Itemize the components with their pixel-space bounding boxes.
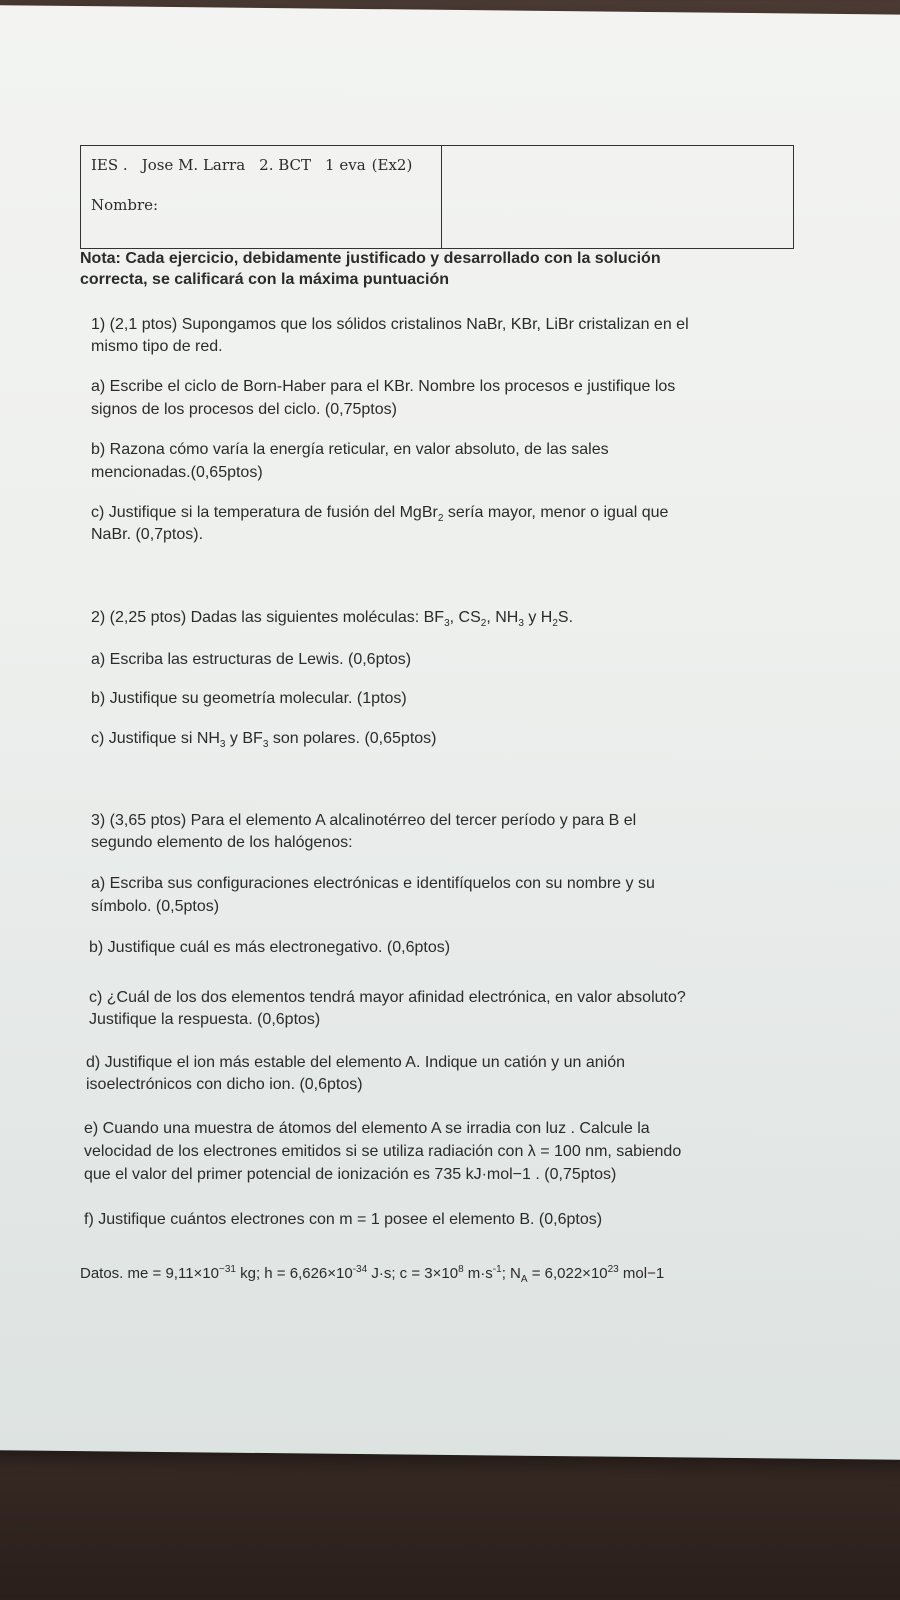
datos-sup-2: -34 xyxy=(352,1264,368,1275)
q2c-text-mid: y BF xyxy=(225,730,263,747)
q3c-line-2: Justifique la respuesta. (0,6ptos) xyxy=(89,1011,321,1028)
header-table xyxy=(80,145,794,249)
molecule-bf3-sub: 3 xyxy=(444,618,450,630)
q1a-line-1: a) Escribe el ciclo de Born-Haber para el KBr. Nombre los procesos e justifique los xyxy=(91,378,676,395)
q2c-text: c) Justifique si NH xyxy=(91,730,220,747)
q2c-text-end: son polares. (0,65ptos) xyxy=(268,730,437,747)
q1a-line-2: signos de los procesos del ciclo. (0,75ptos) xyxy=(91,401,397,418)
q1c-text-end: sería mayor, menor o igual que xyxy=(443,504,669,521)
q3e-line-1: e) Cuando una muestra de átomos del elemento A se irradia con luz . Calcule la xyxy=(84,1120,650,1137)
q2c-sub-2: 3 xyxy=(262,739,269,751)
molecule-bf3: BF xyxy=(423,609,445,626)
datos-text-5: ; N xyxy=(501,1265,521,1282)
note-line-2: correcta, se calificará con la máxima puntuación xyxy=(80,271,450,288)
q1c-text: c) Justifique si la temperatura de fusión del MgBr xyxy=(91,504,438,521)
q3c-line-1: c) ¿Cuál de los dos elementos tendrá mayor afinidad electrónica, en valor absoluto? xyxy=(89,989,686,1006)
q3d-line-1: d) Justifique el ion más estable del elemento A. Indique un catión y un anión xyxy=(86,1054,626,1071)
molecule-nh3: , NH xyxy=(486,609,519,626)
molecule-cs2: , CS xyxy=(449,609,481,626)
datos-sub-5: A xyxy=(520,1274,528,1285)
datos-text-1: Datos. me = 9,11×10 xyxy=(80,1265,219,1282)
q2b: b) Justifique su geometría molecular. (1ptos) xyxy=(91,690,407,707)
molecule-nh3-sub: 3 xyxy=(518,618,524,630)
q2-intro-text: 2) (2,25 ptos) Dadas las siguientes moléculas: xyxy=(91,609,424,626)
molecule-cs2-sub: 2 xyxy=(480,618,487,630)
q3e-line-2: velocidad de los electrones emitidos si se utiliza radiación con λ = 100 nm, sabiendo xyxy=(84,1143,682,1160)
q1c-subscript: 2 xyxy=(437,513,444,525)
q2-intro xyxy=(91,607,573,634)
q1b-line-2: mencionadas.(0,65ptos) xyxy=(91,464,263,481)
name-label: Nombre: xyxy=(91,196,159,214)
evaluation-label: 1 eva xyxy=(325,156,366,174)
q3a-line-2: símbolo. (0,5ptos) xyxy=(91,898,220,915)
note-line-1: Nota: Cada ejercicio, debidamente justificado y desarrollado con la solución xyxy=(80,250,661,267)
molecule-h2s-sub: 2 xyxy=(552,618,558,630)
header-left-cell xyxy=(81,146,442,248)
q3b: b) Justifique cuál es más electronegativo. (0,6ptos) xyxy=(89,939,451,956)
datos-sup-4: -1 xyxy=(492,1264,502,1275)
datos-text-2: kg; h = 6,626×10 xyxy=(235,1265,353,1282)
q2c-sub-1: 3 xyxy=(219,739,226,751)
q1c-line-2: NaBr. (0,7ptos). xyxy=(91,526,204,543)
datos-sup-6: 23 xyxy=(607,1264,619,1275)
header-right-cell xyxy=(442,146,793,248)
header-info-line xyxy=(91,156,426,174)
constants-data xyxy=(80,1259,664,1290)
q2c xyxy=(91,728,436,755)
datos-text-7: mol−1 xyxy=(618,1265,665,1282)
molecule-h2s: y H xyxy=(523,609,553,626)
teacher-name: Jose M. Larra xyxy=(141,156,246,174)
q3e-line-3: que el valor del primer potencial de ionización es 735 kJ·mol−1 . (0,75ptos) xyxy=(84,1166,617,1183)
q3a-line-1: a) Escriba sus configuraciones electrónicas e identifíquelos con su nombre y su xyxy=(91,875,655,892)
q3-intro-line-1: 3) (3,65 ptos) Para el elemento A alcalinotérreo del tercer período y para B el xyxy=(91,812,637,829)
datos-text-4: m·s xyxy=(463,1265,493,1282)
q1b-line-1: b) Razona cómo varía la energía reticular, en valor absoluto, de las sales xyxy=(91,441,609,458)
q1-intro-line-1: 1) (2,1 ptos) Supongamos que los sólidos cristalinos NaBr, KBr, LiBr cristalizan en el xyxy=(91,316,689,333)
q3d-line-2: isoelectrónicos con dicho ion. (0,6ptos) xyxy=(86,1076,363,1093)
datos-sup-1: −31 xyxy=(218,1264,236,1275)
datos-text-6: = 6,022×10 xyxy=(527,1265,608,1282)
course-label: 2. BCT xyxy=(259,156,312,174)
q3f: f) Justifique cuántos electrones con m = 1 posee el elemento B. (0,6ptos) xyxy=(84,1211,603,1228)
q2a: a) Escriba las estructuras de Lewis. (0,6ptos) xyxy=(91,651,412,668)
molecule-h2s-end: S. xyxy=(557,609,574,626)
q1-intro-line-2: mismo tipo de red. xyxy=(91,338,223,355)
datos-text-3: J·s; c = 3×10 xyxy=(367,1265,459,1282)
q3-intro-line-2: segundo elemento de los halógenos: xyxy=(91,834,353,851)
datos-sup-3: 8 xyxy=(458,1264,464,1275)
exam-label: (Ex2) xyxy=(371,156,413,174)
school-label: IES . xyxy=(91,156,128,174)
